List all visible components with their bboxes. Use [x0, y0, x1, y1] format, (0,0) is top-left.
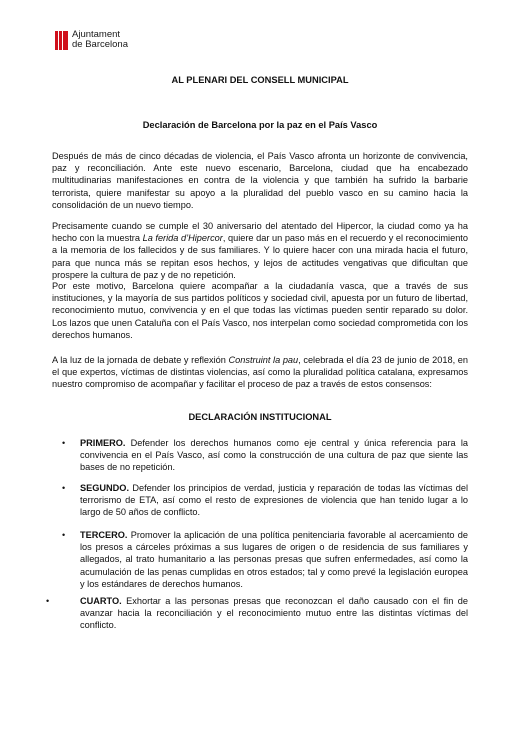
event-title: Construint la pau — [228, 355, 299, 365]
barcelona-logo-icon — [55, 31, 68, 50]
list-item-label: TERCERO. — [80, 530, 128, 540]
document-title: Declaración de Barcelona por la paz en el País Vasco — [142, 120, 378, 130]
list-item-label: CUARTO. — [80, 596, 122, 606]
paragraph-1: Después de más de cinco décadas de violencia, el País Vasco afronta un horizonte de convivencia, paz y reconciliación. Ante este nuevo escenario, Barcelona, ciudad que ha encabezado multitudinarias manifestaciones en contra de la violencia y que también ha sufrido la barbarie terrorista, quiere manifestar su apoyo a la pluralidad del pueblo vasco en su camino hacia la consolidación de un nuevo tiempo. — [52, 151, 468, 210]
bullet-icon: • — [62, 438, 66, 448]
list-item — [52, 482, 468, 519]
list-item-label: SEGUNDO. — [80, 483, 130, 493]
paragraph-4-text-b: , celebrada el día 23 de junio de 2018, en el que expertos, víctimas de distintas violencias, así como la pluralidad política catalana, expresamos nuestro compromiso de acompañar y facilitar el proceso de paz a través de estos consensos: — [52, 355, 468, 390]
paragraph-2 — [52, 220, 468, 281]
paragraph-2-text-a: Precisamente cuando se cumple el 30 aniversario del atentado del Hipercor, la ciudad como ya ha hecho con la muestra — [52, 221, 468, 244]
paragraph-3: Por este motivo, Barcelona quiere acompañar a la ciudadanía vasca, que a través de sus instituciones, y la mayoría de sus partidos políticos y sociedad civil, apuesta por un futuro de libertad, reconocimiento mutuo, convivencia y en el que todas las víctimas pueden sentir reparado su dolor. Los lazos que unen Cataluña con el País Vasco, nos interpelan como sociedad comprometida con los derechos humanos. — [52, 281, 468, 340]
paragraph-4-text-a: A la luz de la jornada de debate y reflexión — [52, 355, 229, 365]
list-item-body: Exhortar a las personas presas que reconozcan el daño causado con el fin de avanzar hacia la reconciliación y el reconocimiento mutuo entre las distintas víctimas del conflicto. — [80, 596, 468, 631]
logo-line-2: de Barcelona — [72, 39, 128, 50]
list-item-text — [80, 595, 468, 632]
paragraph-2-text-b: , quiere dar un paso más en el recuerdo y el reconocimiento a la memoria de los fallecidos y de sus familiares. Y lo quiere hacer con una mirada hacia el futuro, para que nunca más se repitan esos hechos, y lejos de actitudes vengativas que dificultan que prospere la cultura de paz y de no repetición. — [52, 233, 468, 280]
bullet-icon: • — [46, 596, 50, 606]
list-item-text — [80, 437, 468, 474]
logo-text — [72, 30, 128, 50]
section-title: DECLARACIÓN INSTITUCIONAL — [188, 412, 332, 422]
list-item — [52, 529, 468, 590]
list-item — [32, 595, 468, 632]
paragraph-4 — [52, 354, 468, 391]
bullet-icon: • — [62, 530, 66, 540]
logo-line-1: Ajuntament — [72, 29, 121, 40]
list-item-text — [80, 529, 468, 590]
exhibition-title: La ferida d’Hipercor — [142, 233, 223, 244]
list-item-body: Defender los derechos humanos como eje central y única referencia para la convivencia en el País Vasco, así como la construcción de una cultura de paz que siente las bases de no repetición. — [80, 438, 468, 473]
list-item-text — [80, 482, 468, 519]
document-header: AL PLENARI DEL CONSELL MUNICIPAL — [171, 75, 349, 85]
list-item — [52, 437, 468, 474]
bullet-icon: • — [62, 483, 66, 493]
list-item-body: Promover la aplicación de una política penitenciaria favorable al acercamiento de los presos a cárceles próximas a sus lugares de origen o de residencia de sus familiares y allegados, al trato humanitario a las personas presas que sufren enfermedades, así como la acumulación de las penas cumplidas en otros estados; tal y como prevé la legislación europea y los estándares de derechos humanos. — [80, 530, 468, 589]
list-item-label: PRIMERO. — [80, 438, 126, 448]
city-logo — [55, 30, 128, 50]
list-item-body: Defender los principios de verdad, justicia y reparación de todas las víctimas del terrorismo de ETA, así como el resto de expresiones de violencia que han tenido lugar a lo largo de 50 años de conflicto. — [80, 483, 468, 518]
